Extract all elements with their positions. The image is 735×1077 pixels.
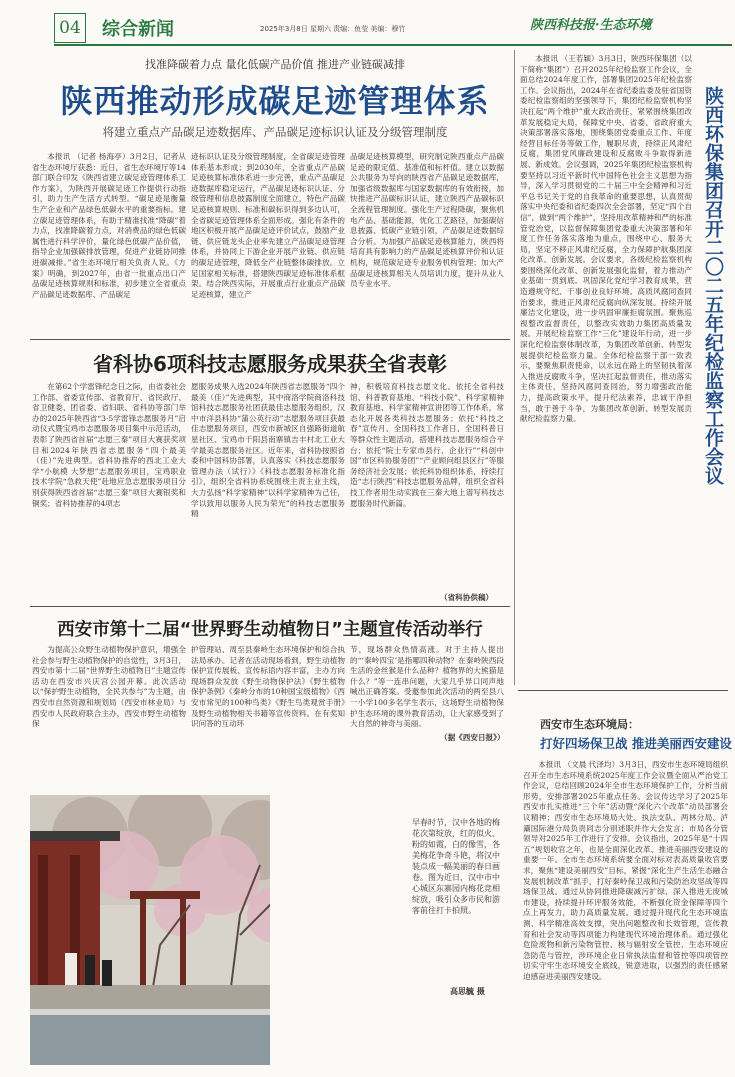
wildlife-col-1-text: 为提高公众野生动植物保护意识，增强全社会参与野生动植物保护的自觉性，3月3日，西安市第十二届“世界野生动植物日”主题宣传活动在西安市兴庆宫公园开幕。此次活动以“保护野生动植物，全民共参与”为主题，由西安市自然资源和规划局（西安市林业局）与西安市人民政府联合主办，西安市野生动植物保 bbox=[32, 645, 186, 729]
divider-lead bbox=[30, 339, 510, 340]
lead-col-3-text: 品碳足迹核算模型，研究制定陕西重点产品碳足迹的限定值、基准值和标杆值。建立以数据公共服务为导向的陕西省产品碳足迹数据库，加强省级数据库与国家数据库的有效衔接，加快推进产品碳标识认证，建立陕西产品碳标识全流程管理制度。强化生产过程降碳，聚焦机电产品、基础能源，优化工艺路径，加强碳信息披露、低碳产业链引领，产品碳足迹数据综合分析。为加强产品碳足迹核算能力，陕西将培育具有影响力的产品碳足迹核算评价和认证机构，规范碳足迹专业服务机构管理；加大产品碳足迹核算相关人员培训力度，提升从业人员专业水平。 bbox=[350, 152, 504, 289]
science-col-1 bbox=[32, 382, 186, 602]
science-col-3 bbox=[350, 382, 504, 602]
lead-col-1 bbox=[32, 152, 186, 334]
lead-kicker: 找准降碳着力点 量化低碳产品价值 推进产业链碳减排 bbox=[145, 58, 405, 71]
eco-text: 本报讯 （文晨 代泽均）3月3日，西安市生态环境局组织召开全市生态环境系统2025年度工作会议暨全面从严治党工作会议，总结回顾2024年全市生态环境保护工作，分析当前形势，安排部署2025年重点任务。会议传达学习了2025年西安市扎实推进“三个年”活动暨“深化六个改革”动员部署会议精神；西安市生态环境局大处、执法支队、两林分局、泸灞国际港分局负责同志分别述职并作大会发言；市局各分管领导对2025年工作进行了安排。会议指出，2025年是“十四五”规划收官之年，也是全面深化改革、推进美丽西安建设的重要一年。全市生态环境系统要全面对标对表高质量收官要求，聚焦“建设美丽西安”目标，紧握“深化生产生活生态融合发展机制改革”抓手，打好秦岭保卫战和污染防治攻坚战等四场保卫战。通过从协同推进降碳减污扩绿、深入推进无废城市建设，持续提升环评服务效能，不断强化资金保障等四个点上再发力，助力高质量发展。通过提升现代化生态环境监测、科学精准高效支撑，突出问题整改和长效管理，宣传教育和社会发动等四项能力构建现代环境治理体系。通过强化危险废物和新污染物管控、核与辐射安全管控、生态环境应急防范与管控，涉环境企业日常执法监督和管控等四项管控切实守牢生态环境安全底线，锐意进取，以强烈的责任感紧迫感奋进美丽西安建设。 bbox=[523, 760, 728, 981]
divider-eco bbox=[518, 690, 728, 691]
photo-caption: 早春时节，汉中各地的梅花次第绽放，红的似火、粉的如霞，白的像雪，各美梅花争奇斗艳，将汉中装点成一幅美丽的春日画卷。图为近日，汉中市中心城区东寨园内梅花竞相绽放，吸引众多市民和游客前往打卡拍照。 bbox=[412, 818, 500, 915]
wildlife-col-2-text: 护管理站、周至县秦岭生态环境保护和综合执法局承办。记者在活动现场看到，野生动植物保护宣传展板、宣传标语内容丰富，主办方向现场群众发放《野生动物保护法》《野生植物保护条例》《秦岭分布的10种国宝级植物》《西安市常见的100种鸟类》《野生鸟类观赏手册》及野生动植物相关书籍等宣传资料。在有奖知识问答的互动环 bbox=[191, 645, 345, 729]
sidebar-headline: 陕西环保集团召开二〇二五年纪检监察工作会议 bbox=[702, 86, 724, 485]
page-number-box: 04 bbox=[54, 13, 86, 43]
wildlife-col-1 bbox=[32, 645, 186, 789]
divider-science bbox=[30, 606, 510, 607]
wildlife-credit: （据《西安日报》） bbox=[440, 733, 505, 742]
wildlife-col-3-text: 节，现场群众热情高涨。对于主持人提出的“‘秦岭四宝’是指哪四种动物？在秦岭陕西段生活的金丝猴是什么品种？植物界的大熊猫是什么？”等一连串问题，大家几乎异口同声地喊出正确答案。受邀参加此次活动的两至县八一小学100多名学生表示，这场野生动植物保护生态环境的课外教育活动，让大家感受到了大自然的神奇与美丽。 bbox=[350, 645, 504, 729]
science-col-1-text: 在第62个学雷锋纪念日之际，由省委社会工作部、省委宣传部、省教育厅、省民政厅、省卫健委、团省委、省妇联、省科协等部门举办的2025年陕西省“3·5学雷锋志愿服务月”启动仪式暨宝鸡市志愿服务项目集中示范活动，表彰了陕西省首届“志愿三秦”项目大赛获奖项目和2024年陕西省志愿服务“四个最美（佳）”先进典型。省科协推荐的西北工业大学“小航模 大梦想”志愿服务项目，宝鸡职业技术学院“急救天使”赴地应急志愿服务项目分别获得陕西省首届“志愿三秦”项目大赛银奖和铜奖；省科协推荐的4项志 bbox=[32, 382, 186, 508]
eco-kicker: 西安市生态环境局： bbox=[540, 718, 639, 731]
science-headline: 省科协6项科技志愿服务成果获全省表彰 bbox=[93, 352, 447, 376]
lead-col-1-text: 本报讯 （记者 杨海亭）3月2日，记者从省生态环境厅获悉：近日，省生态环境厅等14部门联合印发《陕西省建立碳足迹管理体系工作方案》，为陕西开展碳足迹工作提供行动指引，助力生产生活方式转型。“碳足迹是衡量生产企业和产品绿色低碳水平的重要指标。建立碳足迹管理体系，有助于精准找准“降碳”着力点，找准降碳着力点，对消费品的绿色低碳属性进行科学评价，量化绿色低碳产品价值，指导企业加强碳排放管理，促进产业链协同推进碳减排。”省生态环境厅相关负责人说。《方案》明确，到2027年，由省一批重点出口产品碳足迹核算规则和标准，初步建立全省重点产品碳足迹数据库、产品碳足 bbox=[32, 152, 186, 299]
photographer: 高思毓 摄 bbox=[450, 986, 485, 996]
eco-body bbox=[523, 760, 728, 1070]
eco-headline: 打好四场保卫战 推进美丽西安建设 bbox=[540, 736, 732, 751]
wildlife-col-2 bbox=[191, 645, 345, 789]
wildlife-col-3 bbox=[350, 645, 504, 789]
plum-blossom-photo bbox=[30, 795, 408, 1065]
plum-blossom-illustration bbox=[30, 795, 408, 1065]
lead-col-2 bbox=[191, 152, 345, 334]
paper-brand: 陕西科技报·生态环境 bbox=[530, 18, 652, 33]
science-col-3-text: 神，积极培育科技志愿文化。依托全省科技馆、科普教育基地、“科技小院”、科学家精神教育基地、科学家精神宣讲团等工作体系，常态化开展各类科技志愿服务；依托“科技之春”宣传月、全国科技工作者日、全国科普日等群众性主题活动，搭建科技志愿服务综合平台；依托“院士专家市县行、企业行”“科创中国”市区科协服务团”“产业顾问组县区行”等服务经济社会发展；依托科协组织体系，持续打造“志行陕西”科技志愿服务品牌，组织全省科技工作者用生动实践在三秦大地上谱写科技志愿服务时代新篇。 bbox=[350, 382, 504, 508]
section-title: 综合新闻 bbox=[102, 19, 174, 40]
date-line: 2025年3月8日 星期六 责编：鱼莹 美编：穆竹 bbox=[260, 25, 406, 33]
sidebar-body bbox=[520, 54, 692, 686]
lead-subhead: 将建立重点产品碳足迹数据库、产品碳足迹标识认证及分级管理制度 bbox=[102, 125, 448, 139]
sidebar-vertical-rule bbox=[514, 50, 515, 685]
sidebar-text: 本报讯 （王若颖）3月3日，陕西环保集团（以下简称“集团”）召开2025年纪检监察工作会议，全面总结2024年度工作，部署集团2025年纪检监察工作。会议指出，2024年在省纪委监委及驻省国资委纪检监察组的坚强领导下，集团纪检监察机构坚决扛起“两个维护”重大政治责任，紧紧围绕集团改革发展稳定大局，保障党中央、省委、省政府重大决策部署落实落地，围绕集团党委重点工作、年度经营目标任务等做工作，履职尽责，持续正风肃纪反腐，集团党风廉政建设和反腐败斗争取得新进展、新成效。会议强调，2025年集团纪检监察机构要坚持以习近平新时代中国特色社会主义思想为指导，深入学习贯彻党的二十届三中全会精神和习近平总书记关于党的自我革命的重要思想，认真贯彻落实中央纪委和省纪委四次全会部署，坚定“四个自信”，做到“两个维护”，坚持用改革精神和严的标准管党治党，以监督保障集团党委重大决策部署和年度工作任务落实落地为重点，围绕中心、服务大局，坚定不移正风肃纪反腐，全力保障护航集团深化改革、创新发展。会议要求，各级纪检监察机构要围绕深化改革、创新发展强化监督，着力推动产业基础一贯到底。巩固深化党纪学习教育成果，营造遵规守纪、干事创业良好环境。高质风腐同查同治要求，推进正风肃纪反腐向纵深发展。持续开展廉洁文化建设，进一步巩固审廉拒腐氛围。聚焦巡视整改监督责任，以整改实效助力集团高质量发展。开展纪检监察工作“三化”建设年行动，进一步深化纪检监察体制改革，为集团改革创新、转型发展提供纪检监察力量。全体纪检监察干部一致表示，要聚焦职责使命，以永远在路上的坚韧执着深入推进反腐败斗争，坚决扛起监督责任，推动落实主体责任，坚持风腐同查同治，努力增强政治能力，提高政策水平，提升纪法素养，忠诚干净担当，敢于善于斗争，为集团改革创新、转型发展贡献纪检监察力量。 bbox=[520, 54, 692, 424]
science-col-2-text: 愿服务成果入选2024年陕西省志愿服务“四个最美（佳）”先进典型，其中商洛学院商洛科技馆科技志愿服务社团获最佳志愿服务组织，汉中市洋县科协“蒲公英行动”志愿服务项目获最佳志愿服务项目，西安市新城区自强路街道航星社区、宝鸡市千阳县南寨镇吉丰村北工业大学最美志愿服务社区。近年来，省科协按照省委和中国科协部署，认真落实《科技志愿服务管理办法（试行）》《科技志愿服务标准化指引》，组织全省科协系统围绕主责主业主线，大力弘扬“科学家精神”以科学家精神为己任，学以致用以服务人民为荣光”的科技志愿服务精 bbox=[191, 382, 345, 519]
wildlife-headline: 西安市第十二届“世界野生动植物日”主题宣传活动举行 bbox=[57, 620, 483, 640]
masthead-rule bbox=[54, 44, 732, 46]
science-credit: （省科协供稿） bbox=[440, 593, 494, 602]
lead-col-3 bbox=[350, 152, 504, 334]
lead-col-2-text: 迹标识认证及分级管理制度，全省碳足迹管理体系基本形成；到2030年，全省重点产品碳足迹核算标准体系进一步完善，重点产品碳足迹数据库稳定运行，产品碳足迹标识认证、分级管理和信息披露制度全面建立，特色产品碳足迹核算规则、标准和碳标识得到多边认可，全省碳足迹管理体系全面形成。强化有条件的地区积极开展产品碳足迹评价试点，鼓励产业链、供应链龙头企业率先建立产品碳足迹管理体系，并协同上下游企业开展产业链、供应链的碳足迹管理，降低全产业链整体碳排放。立足国家相关标准，搭建陕西碳足迹标准体系框架。结合陕西实际，开展重点行业重点产品碳足迹核算，建立产 bbox=[191, 152, 345, 299]
science-col-2 bbox=[191, 382, 345, 602]
lead-headline: 陕西推动形成碳足迹管理体系 bbox=[60, 82, 490, 120]
